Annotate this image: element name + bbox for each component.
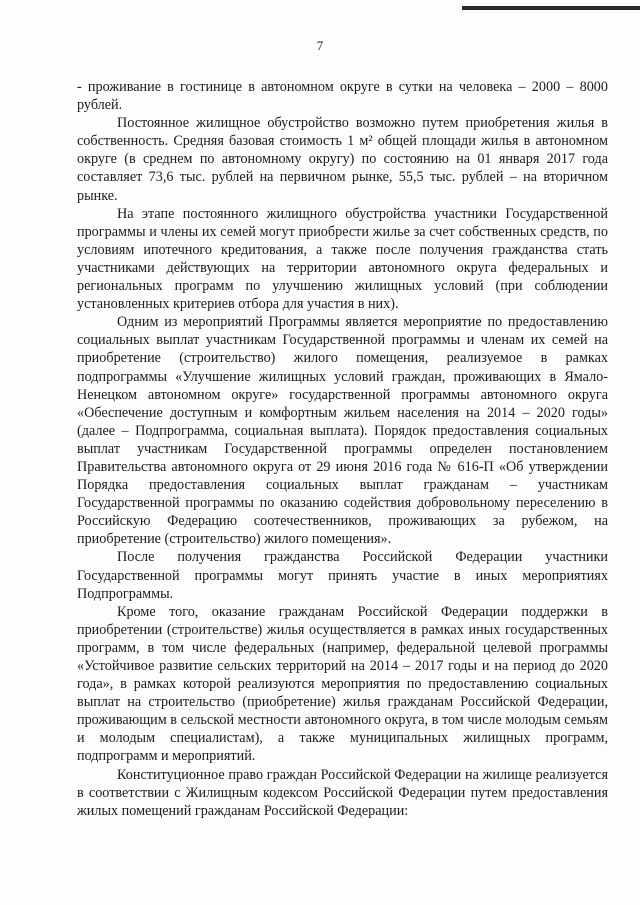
paragraph-other-programs: Кроме того, оказание гражданам Российской Федерации поддержки в приобретении (строительстве) жилья осуществляется в рамках иных государственных программ, в том числе федеральных (например, федеральной целевой программы «Устойчивое развитие сельских территорий на 2014 – 2017 годы и на период до 2020 года», в рамках которой реализуются мероприятия по предоставлению социальных выплат на строительство (приобретение) жилья гражданам Российской Федерации, проживающим в сельской местности автономного округа, в том числе молодым семьям и молодым специалистам), а также муниципальных жилищных программ, подпрограмм и мероприятий. xyxy=(77,603,608,765)
paragraph-hotel-cost: - проживание в гостинице в автономном округе в сутки на человека – 2000 – 8000 рублей. xyxy=(77,79,608,114)
page-number: 7 xyxy=(316,38,324,53)
paragraph-permanent-housing: На этапе постоянного жилищного обустройства участники Государственной программы и члены их семей могут приобрести жилье за счет собственных средств, по условиям ипотечного кредитования, а также после получения гражданства стать участниками действующих на территории автономного округа федеральных и региональных программ по улучшению жилищных условий (при соблюдении установленных критериев отбора для участия в них). xyxy=(77,205,608,313)
paragraph-constitutional-right: Конституционное право граждан Российской Федерации на жилище реализуется в соответствии с Жилищным кодексом Российской Федерации путем предоставления жилых помещений гражданам Российской Федерации: xyxy=(77,766,608,819)
scan-edge-mark xyxy=(462,6,640,10)
paragraph-social-payments: Одним из мероприятий Программы является мероприятие по предоставлению социальных выплат участникам Государственной программы и членам их семей на приобретение (строительство) жилого помещения, реализуемое в рамках подпрограммы «Улучшение жилищных условий граждан, проживающих в Ямало-Ненецком автономном округе» государственной программы автономного округа «Обеспечение доступным и комфортным жильем населения на 2014 – 2020 годы» (далее – Подпрограмма, социальная выплата). Порядок предоставления социальных выплат участникам Государственной программы определен постановлением Правительства автономного округа от 29 июня 2016 года № 616-П «Об утверждении Порядка предоставления социальных выплат гражданам – участникам Государственной программы по оказанию содействия добровольному переселению в Российскую Федерацию соотечественников, проживающих за рубежом, на приобретение (строительство) жилого помещения». xyxy=(77,314,608,548)
paragraph-after-citizenship: После получения гражданства Российской Федерации участники Государственной программы могут принять участие в иных мероприятиях Подпрограммы. xyxy=(77,549,608,602)
document-body xyxy=(77,78,608,820)
paragraph-housing-cost: Постоянное жилищное обустройство возможно путем приобретения жилья в собственность. Средняя базовая стоимость 1 м² общей площади жилья в автономном округе (в среднем по автономному округу) по состоянию на 01 января 2017 года составляет 73,6 тыс. рублей на первичном рынке, 55,5 тыс. рублей – на вторичном рынке. xyxy=(77,115,608,204)
